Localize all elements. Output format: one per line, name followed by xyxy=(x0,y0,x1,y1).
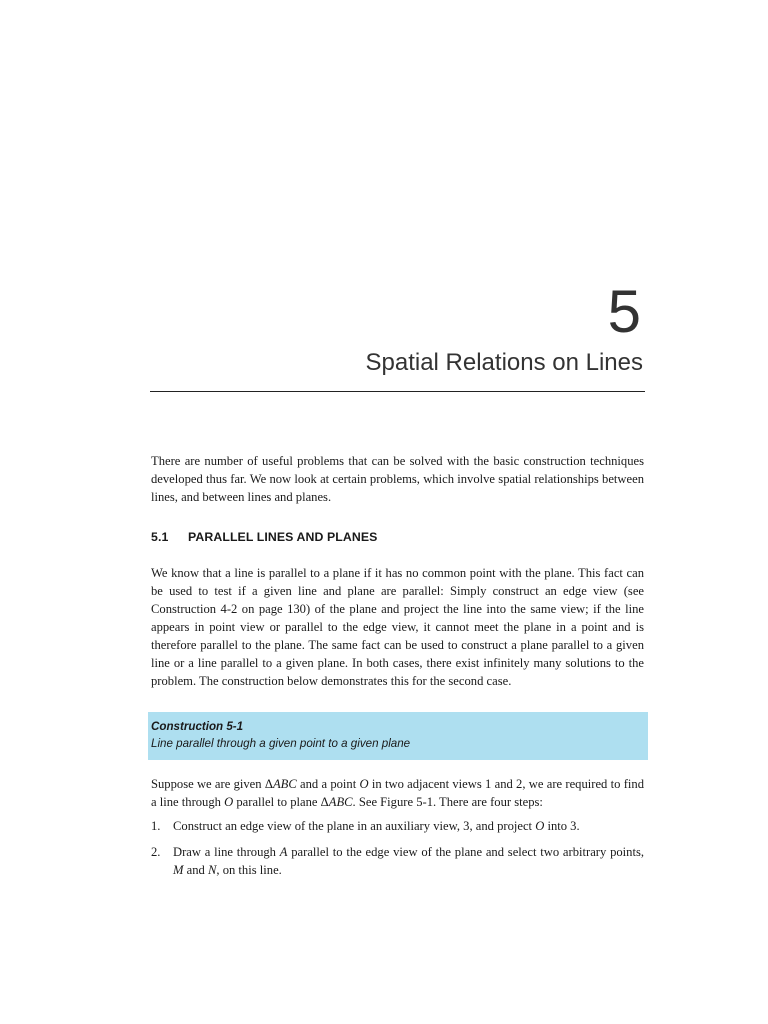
text-run: into 3. xyxy=(544,819,580,833)
text-run: Suppose we are given xyxy=(151,777,265,791)
delta-symbol: Δ xyxy=(264,777,273,791)
construction-subtitle: Line parallel through a given point to a given plane xyxy=(151,737,411,750)
list-item xyxy=(151,843,644,879)
chapter-title: Spatial Relations on Lines xyxy=(365,349,643,376)
math-var: M xyxy=(173,863,184,877)
text-run: and a point xyxy=(296,777,360,791)
construction-box xyxy=(148,712,648,760)
construction-title: Construction 5-1 xyxy=(151,720,244,733)
delta-symbol: Δ xyxy=(320,795,329,809)
math-var: O xyxy=(359,777,369,791)
chapter-divider xyxy=(150,391,645,392)
text-run: parallel to plane xyxy=(233,795,321,809)
list-marker: 2. xyxy=(151,845,161,859)
text-run: and xyxy=(183,863,208,877)
text-run: parallel to the edge view of the plane and select two arbitrary points, xyxy=(287,845,645,859)
steps-list xyxy=(151,817,644,879)
math-var: ABC xyxy=(328,795,353,809)
problem-paragraph xyxy=(151,775,644,811)
section-paragraph: We know that a line is parallel to a plane if it has no common point with the plane. This fact can be used to test if a given line and plane are parallel: Simply construct an edge view (see Construction 4-2 on page 130) of the plane and project the line into the same view; if the line appears in point view or parallel to the edge view, it cannot meet the plane in a point and is therefore parallel to the plane. The same fact can be used to construct a plane parallel to a given line or a line parallel to a given plane. In both cases, there exist infinitely many solutions to the problem. The construction below demonstrates this for the second case. xyxy=(151,566,644,688)
chapter-number: 5 xyxy=(607,278,641,345)
intro-paragraph: There are number of useful problems that can be solved with the basic construction techniques developed thus far. We now look at certain problems, which involve spatial relationships between lines, and between lines and planes. xyxy=(151,454,644,504)
math-var: A xyxy=(279,845,288,859)
list-marker: 1. xyxy=(151,819,161,833)
section-heading xyxy=(151,528,644,546)
math-var: N xyxy=(207,863,217,877)
text-run: . See Figure 5-1. There are four steps: xyxy=(352,795,543,809)
math-var: O xyxy=(224,795,234,809)
math-var: ABC xyxy=(272,777,297,791)
section-number: 5.1 xyxy=(151,530,169,544)
list-item xyxy=(151,817,644,835)
text-run: , on this line. xyxy=(216,863,282,877)
text-run: in two adjacent views 1 and 2, we are required to find a line through xyxy=(151,777,644,809)
math-var: O xyxy=(535,819,545,833)
text-run: Draw a line through xyxy=(173,845,280,859)
text-run: Construct an edge view of the plane in an auxiliary view, 3, and project xyxy=(173,819,536,833)
body-content xyxy=(151,452,644,887)
section-title: PARALLEL LINES AND PLANES xyxy=(188,530,378,544)
